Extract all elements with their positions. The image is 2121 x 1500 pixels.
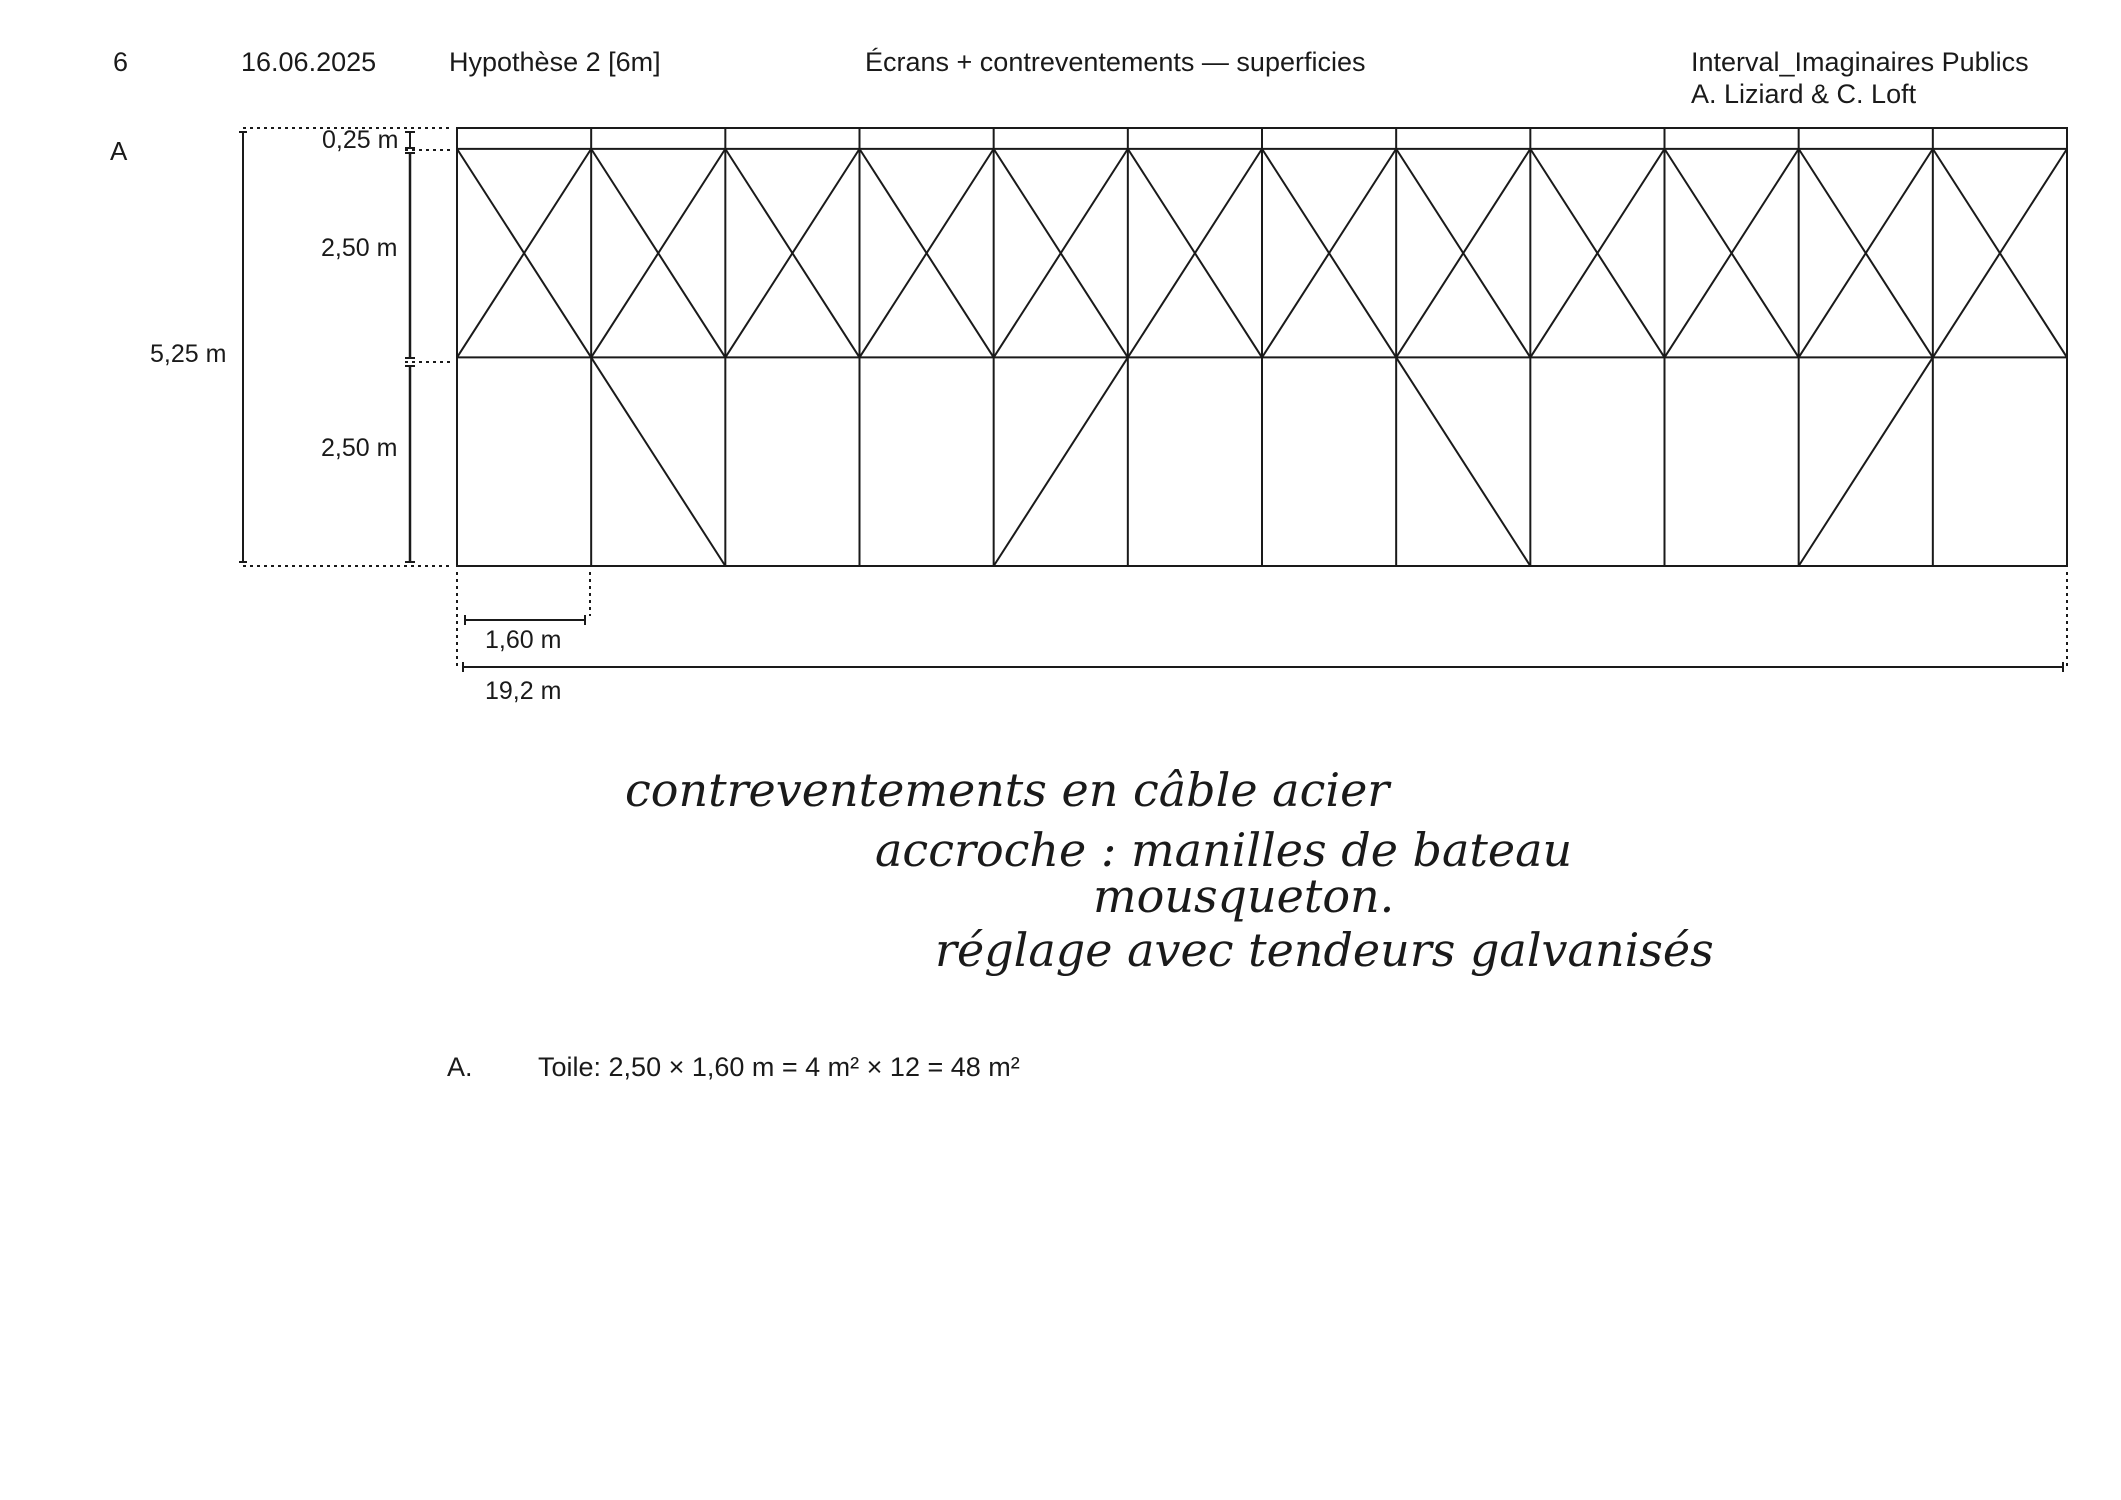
dim-module-width: 1,60 m — [485, 626, 562, 654]
hypothesis: Hypothèse 2 [6m] — [449, 47, 661, 77]
page-title: Écrans + contreventements — superficies — [865, 47, 1366, 77]
authors: A. Liziard & C. Loft — [1691, 79, 1917, 109]
note-cable: contreventements en câble acier — [625, 763, 1390, 817]
calc-label: A. — [447, 1052, 473, 1082]
calc-formula: Toile: 2,50 × 1,60 m = 4 m² × 12 = 48 m² — [538, 1052, 1020, 1082]
lower-brace-8 — [1396, 357, 1530, 566]
project-name: Interval_Imaginaires Publics — [1691, 47, 2029, 77]
date: 16.06.2025 — [241, 47, 377, 77]
note-attachment: accroche : manilles de bateau — [875, 823, 1573, 877]
dim-total-width: 19,2 m — [485, 677, 562, 705]
page-number: 6 — [113, 47, 129, 77]
dim-lower-panel: 2,50 m — [321, 434, 398, 462]
dim-top-band: 0,25 m — [322, 126, 399, 154]
lower-brace-11 — [1799, 357, 1933, 566]
lower-brace-5 — [994, 357, 1128, 566]
lower-brace-2 — [591, 357, 725, 566]
note-carabiner: mousqueton. — [1093, 869, 1395, 923]
section-label: A — [110, 136, 128, 166]
note-adjustment: réglage avec tendeurs galvanisés — [935, 923, 1714, 977]
dim-total-height: 5,25 m — [150, 340, 227, 368]
dim-upper-panel: 2,50 m — [321, 234, 398, 262]
